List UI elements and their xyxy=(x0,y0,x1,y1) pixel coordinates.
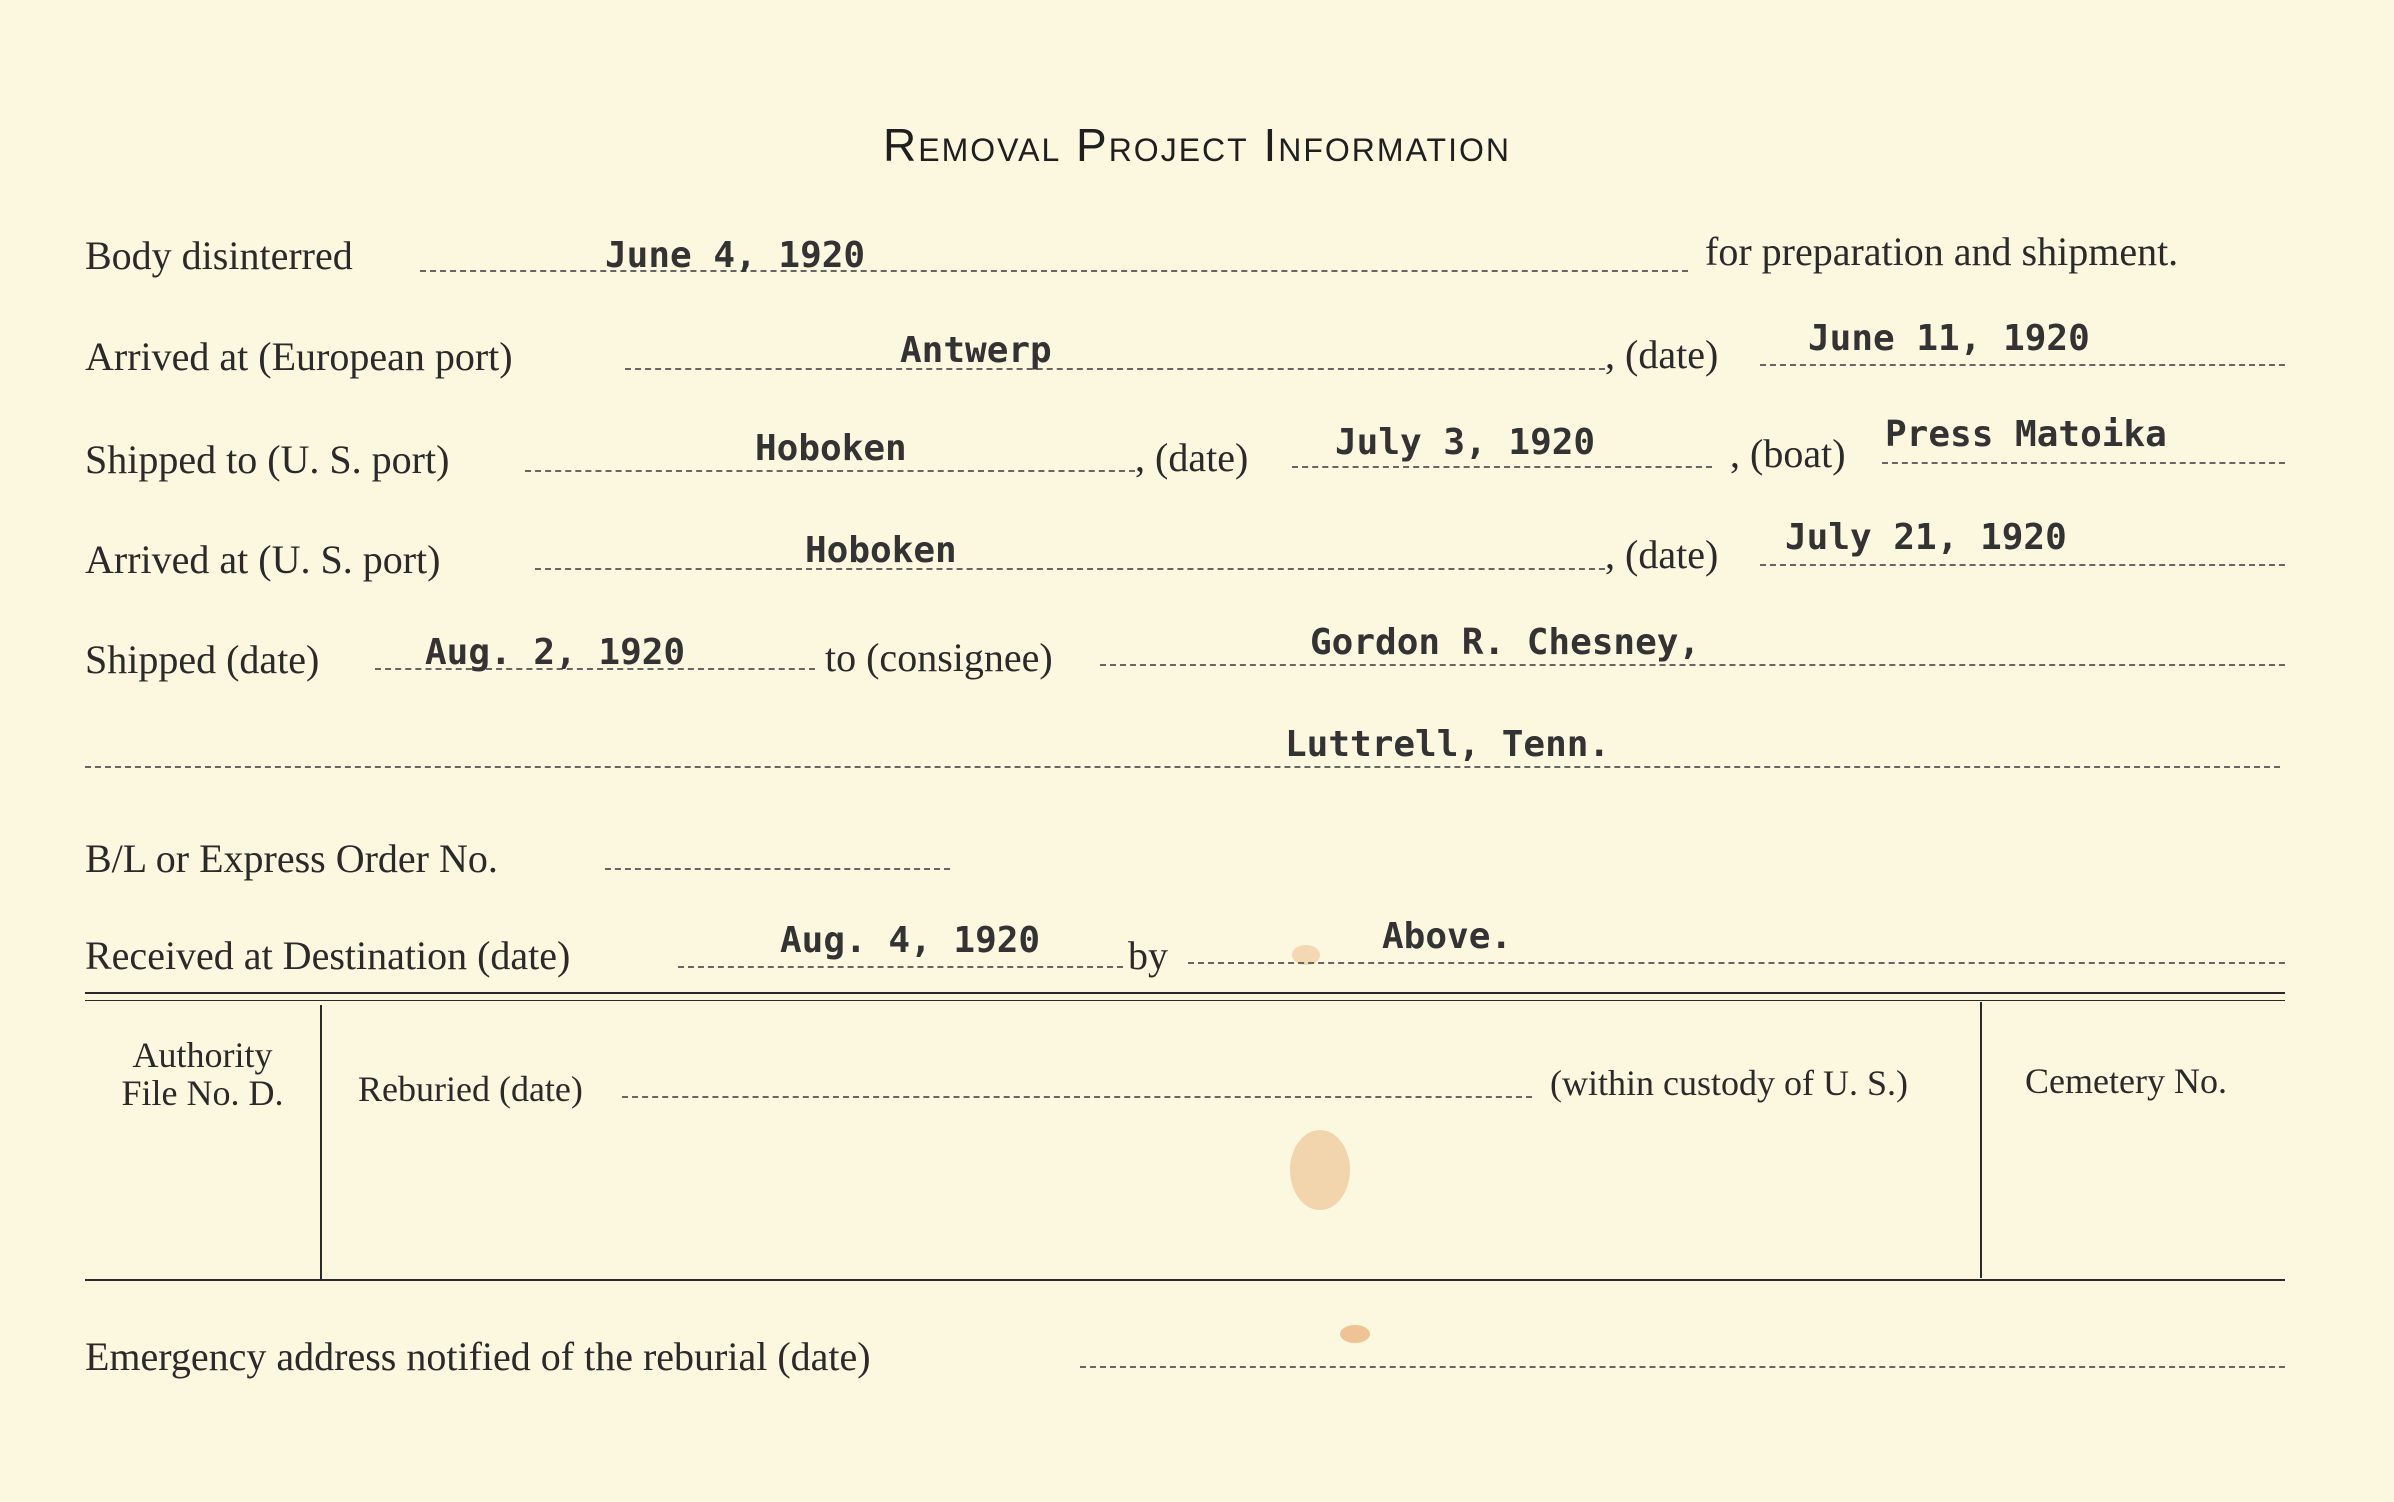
shipped-us-label: Shipped to (U. S. port) xyxy=(85,437,450,482)
shipped-us-date: July 3, 1920 xyxy=(1335,422,1596,463)
arrived-eu-date: June 11, 1920 xyxy=(1808,318,2090,359)
table-divider-right xyxy=(1980,1002,1982,1278)
shipped-us-date-label: , (date) xyxy=(1135,435,1249,480)
received-by-line xyxy=(1188,962,2285,964)
disinterred-suffix: for preparation and shipment. xyxy=(1705,229,2179,274)
shipped-us-port-line xyxy=(525,470,1135,472)
bl-order-line xyxy=(605,868,950,870)
bl-order-label: B/L or Express Order No. xyxy=(85,836,498,881)
received-label: Received at Destination (date) xyxy=(85,933,571,978)
shipped-date: Aug. 2, 1920 xyxy=(425,632,686,673)
reburied-label: Reburied (date) xyxy=(358,1069,583,1109)
disinterred-label: Body disinterred xyxy=(85,233,353,278)
arrived-us-port: Hoboken xyxy=(805,530,957,571)
shipped-us-boat: Press Matoika xyxy=(1885,414,2167,455)
authority-line-2: File No. D. xyxy=(121,1073,284,1113)
shipped-us-boat-line xyxy=(1882,462,2285,464)
arrived-eu-date-label: , (date) xyxy=(1605,332,1719,377)
arrived-us-label: Arrived at (U. S. port) xyxy=(85,537,441,582)
shipped-us-date-line xyxy=(1292,466,1712,468)
authority-line-1: Authority xyxy=(132,1035,273,1075)
consignee-label: to (consignee) xyxy=(825,635,1053,680)
received-by-label: by xyxy=(1128,933,1168,978)
page-title: Removal Project Information xyxy=(883,119,1511,171)
arrived-us-date-label: , (date) xyxy=(1605,532,1719,577)
arrived-us-date: July 21, 1920 xyxy=(1785,517,2067,558)
table-bottom-rule xyxy=(85,1279,2285,1281)
table-divider-left xyxy=(320,1005,322,1280)
shipped-us-port: Hoboken xyxy=(755,428,907,469)
received-by: Above. xyxy=(1382,916,1513,957)
stain-mark xyxy=(1340,1325,1370,1343)
emergency-label: Emergency address notified of the reburial (date) xyxy=(85,1334,871,1379)
authority-label xyxy=(85,1036,320,1112)
stain-mark xyxy=(1290,1130,1350,1210)
arrived-eu-date-line xyxy=(1760,364,2285,366)
arrived-eu-label: Arrived at (European port) xyxy=(85,334,513,379)
reburied-date-line xyxy=(622,1096,1532,1098)
arrived-eu-port-line xyxy=(625,368,1605,370)
shipped-date-label: Shipped (date) xyxy=(85,637,320,682)
disinterred-value: June 4, 1920 xyxy=(605,235,866,276)
custody-label: (within custody of U. S.) xyxy=(1550,1063,1908,1103)
consignee-name: Gordon R. Chesney, xyxy=(1310,622,1701,663)
received-date: Aug. 4, 1920 xyxy=(780,920,1041,961)
arrived-eu-port: Antwerp xyxy=(900,330,1052,371)
arrived-us-date-line xyxy=(1760,564,2285,566)
table-top-rule-inner xyxy=(85,1000,2285,1001)
cemetery-label: Cemetery No. xyxy=(2025,1061,2227,1101)
consignee-line xyxy=(1100,664,2285,666)
emergency-date-line xyxy=(1080,1366,2285,1368)
arrived-us-port-line xyxy=(535,568,1605,570)
received-date-line xyxy=(678,966,1123,968)
shipped-us-boat-label: , (boat) xyxy=(1730,431,1846,476)
consignee-address-line xyxy=(85,766,2280,768)
consignee-address: Luttrell, Tenn. xyxy=(1285,724,1611,765)
table-top-rule xyxy=(85,992,2285,994)
